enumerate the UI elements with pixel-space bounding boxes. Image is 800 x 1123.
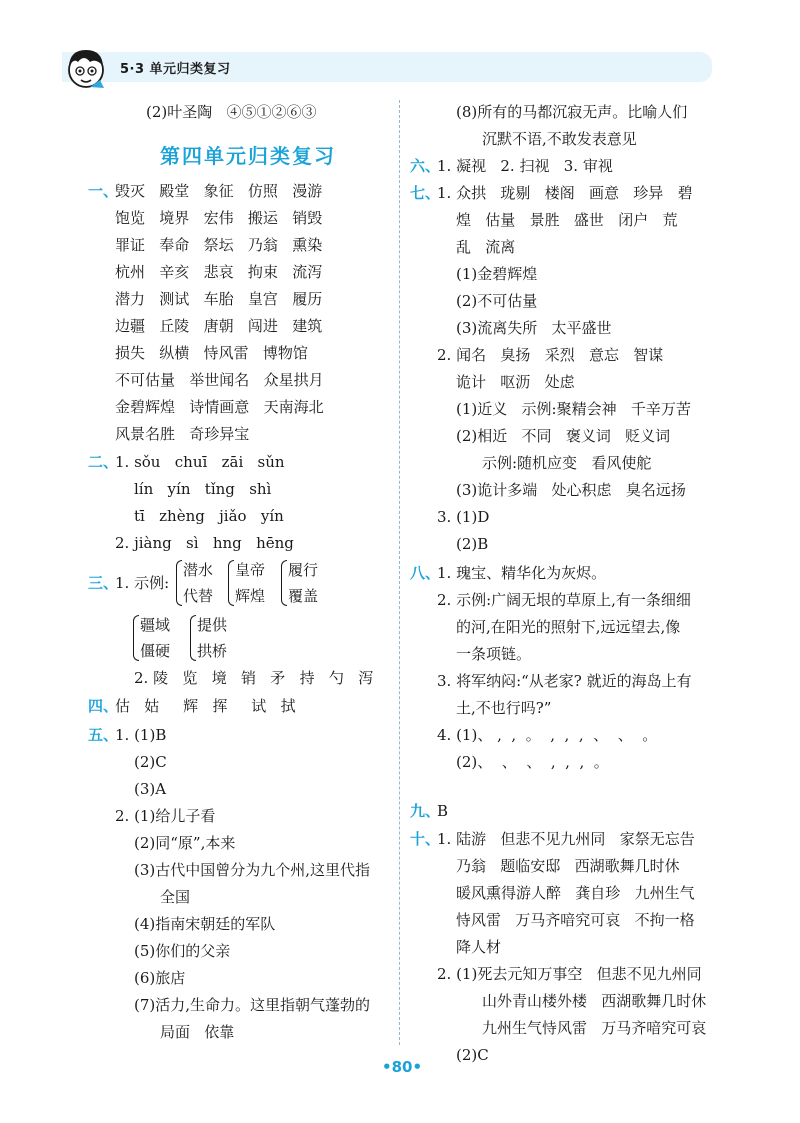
s8-line: 1. 瑰宝、精华化为灰烬。	[437, 564, 607, 582]
section-label-4: 四、	[88, 697, 119, 715]
s3-word: 潜水	[183, 561, 214, 579]
s5-line: (3)古代中国曾分为九个州,这里代指	[134, 861, 371, 879]
s1-line: 饱览 境界 宏伟 搬运 销毁	[115, 209, 323, 227]
brace	[133, 615, 139, 661]
s10-line: (2)C	[456, 1046, 489, 1064]
section-label-10: 十、	[410, 830, 441, 848]
s10-line: 乃翁 题临安邸 西湖歌舞几时休	[456, 857, 680, 875]
left-top-line: (2)叶圣陶 ④⑤①②⑥③	[146, 103, 317, 121]
s8-line: 土,不也行吗?”	[456, 699, 552, 717]
s5-line: (2)同“原”,本来	[134, 834, 236, 852]
s5-line: (6)旅店	[134, 969, 186, 987]
s1-line: 罪证 奉命 祭坛 乃翁 熏染	[115, 236, 323, 254]
s7-line: 乱 流离	[456, 238, 516, 256]
s5-line: (3)A	[134, 780, 167, 798]
section-label-3: 三、	[88, 574, 119, 592]
s7-line: (1)近义 示例:聚精会神 千辛万苦	[456, 400, 691, 418]
s5-line: (7)活力,生命力。这里指朝气蓬勃的	[134, 996, 371, 1014]
s10-line: 1. 陆游 但悲不见九州同 家祭无忘告	[437, 830, 695, 848]
s8-line: 2. 示例:广阔无垠的草原上,有一条细细	[437, 591, 691, 609]
mascot-icon	[60, 40, 112, 92]
s3-word: 皇帝	[235, 561, 266, 579]
s2-line: 2. jiàng sì hng hēng	[115, 534, 294, 552]
brace	[176, 560, 182, 606]
s7-line: (2)相近 不同 褒义词 贬义词	[456, 427, 671, 445]
brace	[228, 560, 234, 606]
s10-line: 降人材	[456, 938, 502, 956]
s7-line: 煌 估量 景胜 盛世 闭户 荒	[456, 211, 678, 229]
s9-line: B	[437, 802, 449, 820]
section-label-8: 八、	[410, 564, 441, 582]
s7-line: (2)不可估量	[456, 292, 538, 310]
s5-line: 局面 依靠	[160, 1023, 235, 1041]
s7-line: 3. (1)D	[437, 508, 490, 526]
s5-line: 1. (1)B	[115, 726, 167, 744]
header-title: 5·3 单元归类复习	[120, 62, 231, 77]
s6-line: 1. 凝视 2. 扫视 3. 审视	[437, 157, 613, 175]
s10-line: 山外青山楼外楼 西湖歌舞几时休	[482, 992, 707, 1010]
s10-line: 暖风熏得游人醉 龚自珍 九州生气	[456, 884, 695, 902]
section-label-9: 九、	[410, 802, 441, 820]
s3-word: 辉煌	[235, 587, 266, 605]
s5-line: 2. (1)给儿子看	[115, 807, 216, 825]
s7-line: 1. 众拱 珑剔 楼阁 画意 珍异 碧	[437, 184, 693, 202]
s4-line: 估 姑 辉 挥 试 拭	[115, 697, 296, 715]
section-label-5: 五、	[88, 726, 119, 744]
s1-line: 潜力 测试 车胎 皇宫 履历	[115, 290, 323, 308]
s8-line: (2)、 、 、 , , , 。	[456, 753, 609, 771]
s1-line: 损失 纵横 恃风雷 博物馆	[115, 344, 308, 362]
s7-line: 2. 闻名 臭扬 采烈 意忘 智谋	[437, 346, 664, 364]
section-label-2: 二、	[88, 453, 119, 471]
s7-line: (3)流离失所 太平盛世	[456, 319, 612, 337]
s3-word: 拱桥	[197, 642, 228, 660]
s3-word: 提供	[197, 616, 228, 634]
s3-word: 疆域	[140, 616, 171, 634]
s5-line: 全国	[160, 888, 191, 906]
s1-line: 毁灭 殿堂 象征 仿照 漫游	[115, 182, 323, 200]
section-label-6: 六、	[410, 157, 441, 175]
s2-line: lín yín tǐng shì	[134, 480, 272, 498]
s1-line: 杭州 辛亥 悲哀 拘束 流泻	[115, 263, 323, 281]
s1-line: 金碧辉煌 诗情画意 天南海北	[115, 398, 324, 416]
s1-line: 边疆 丘陵 唐朝 闯进 建筑	[115, 317, 323, 335]
s7-line: (3)诡计多端 处心积虑 臭名远扬	[456, 481, 686, 499]
s1-line: 风景名胜 奇珍异宝	[115, 425, 250, 443]
s2-line: tī zhèng jiǎo yín	[134, 507, 284, 525]
s7-line: 诡计 呕沥 处虑	[456, 373, 575, 391]
s8-line: 一条项链。	[456, 645, 532, 663]
s3-word: 覆盖	[288, 587, 319, 605]
s3-line2: 2. 陵 览 境 销 矛 持 勺 泻	[134, 669, 374, 687]
brace	[190, 615, 196, 661]
s8-line: 的河,在阳光的照射下,远远望去,像	[456, 618, 681, 636]
page-number: •80•	[382, 1058, 423, 1076]
s7-line: (1)金碧辉煌	[456, 265, 538, 283]
s8-line: 4. (1)、 , , 。 , , , 、 、 。	[437, 726, 658, 744]
s5-line: (5)你们的父亲	[134, 942, 231, 960]
s10-line: 九州生气恃风雷 万马齐喑究可哀	[482, 1019, 707, 1037]
section-label-7: 七、	[410, 184, 441, 202]
s2-line: 1. sǒu chuī zāi sǔn	[115, 453, 285, 471]
section-label-1: 一、	[88, 182, 119, 200]
s10-line: 恃风雷 万马齐喑究可哀 不拘一格	[456, 911, 695, 929]
r-line: (8)所有的马都沉寂无声。比喻人们	[456, 103, 688, 121]
s5-line: (2)C	[134, 753, 167, 771]
section-heading: 第四单元归类复习	[160, 144, 336, 168]
column-divider	[399, 100, 400, 1045]
s3-prefix: 1. 示例:	[115, 574, 170, 592]
s5-line: (4)指南宋朝廷的军队	[134, 915, 276, 933]
s7-line: 示例:随机应变 看风使舵	[482, 454, 652, 472]
s8-line: 3. 将军纳闷:“从老家? 就近的海岛上有	[437, 672, 692, 690]
s10-line: 2. (1)死去元知万事空 但悲不见九州同	[437, 965, 702, 983]
s3-word: 代替	[183, 587, 214, 605]
s7-line: (2)B	[456, 535, 489, 553]
s3-word: 僵硬	[140, 642, 171, 660]
s3-word: 履行	[288, 561, 319, 579]
s1-line: 不可估量 举世闻名 众星拱月	[115, 371, 324, 389]
header-band	[62, 52, 712, 82]
brace	[281, 560, 287, 606]
r-line: 沉默不语,不敢发表意见	[482, 130, 637, 148]
